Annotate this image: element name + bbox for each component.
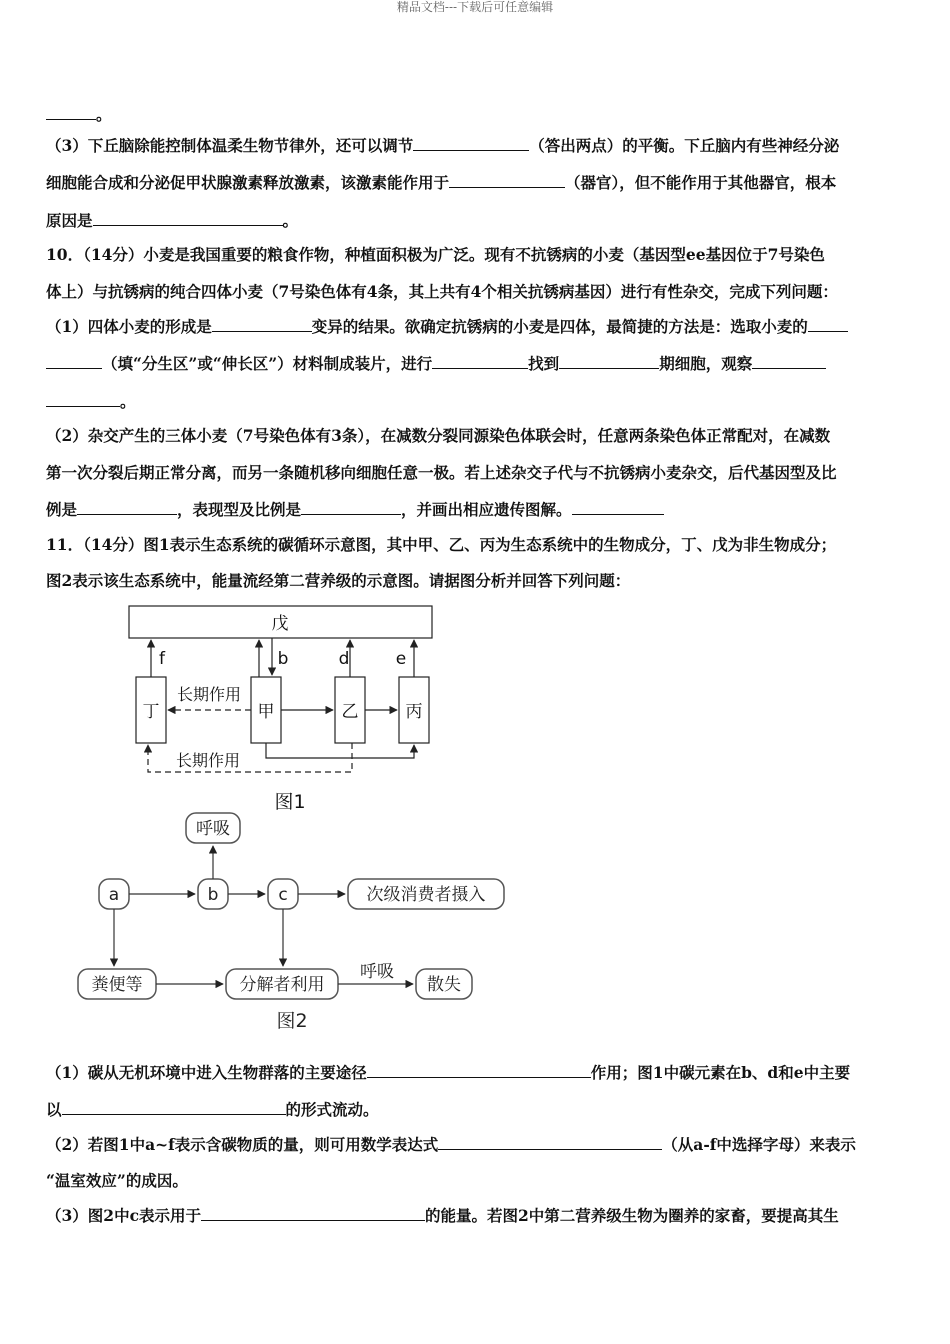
- text-line: （1）四体小麦的形成是 变异的结果。欲确定抗锈病的小麦是四体，最简捷的方法是：选取小麦的: [46, 316, 906, 338]
- text-line: 。: [46, 391, 906, 413]
- label-long-term-2: 长期作用: [175, 751, 241, 770]
- text-line: 以 的形式流动。: [46, 1100, 379, 1119]
- label-ding: 丁: [142, 702, 160, 722]
- text-line: 。: [46, 104, 906, 126]
- label-decomposer-use: 分解者利用: [239, 975, 325, 995]
- label-jia: 甲: [257, 702, 275, 722]
- label-bing: 丙: [405, 702, 423, 722]
- label-a: a: [108, 885, 120, 905]
- label-huxi-2: 呼吸: [360, 962, 394, 982]
- text-line: 细胞能合成和分泌促甲状腺激素释放激素，该激素能作用于 （器官），但不能作用于其他器官，根本: [46, 173, 837, 192]
- text-line: 体上）与抗锈病的纯合四体小麦（7号染色体有4条，其上共有4个相关抗锈病基因）进行有性杂交，完成下列问题：: [46, 282, 838, 301]
- label-b-node: b: [207, 885, 219, 905]
- label-huxi-1: 呼吸: [196, 819, 230, 839]
- text-line: 例是 ，表现型及比例是 ，并画出相应遗传图解。: [46, 499, 906, 521]
- question-11-stem: 11．（14分）图1表示生态系统的碳循环示意图，其中甲、乙、丙为生态系统中的生物成分，丁、戊为非生物成分；: [46, 535, 837, 554]
- label-yi: 乙: [341, 702, 359, 722]
- label-d: d: [338, 649, 350, 669]
- label-secondary-consumer-intake: 次级消费者摄入: [366, 885, 486, 905]
- figure-1-caption: 图1: [274, 791, 306, 813]
- answer-blank[interactable]: [201, 1205, 425, 1221]
- answer-blank[interactable]: [438, 1134, 662, 1150]
- text-line: （3）图2中c表示用于 的能量。若图2中第二营养级生物为圈养的家畜，要提高其生: [46, 1206, 839, 1225]
- text-line: （填“分生区”或“伸长区”）材料制成装片，进行 找到 期细胞，观察: [46, 353, 906, 375]
- label-e: e: [395, 649, 407, 669]
- text-line: （2）若图1中a~f表示含碳物质的量，则可用数学表达式 （从a-f中选择字母）来表示: [46, 1135, 856, 1154]
- text-line: 第一次分裂后期正常分离，而另一条随机移向细胞任意一极。若上述杂交子代与不抗锈病小麦杂交，后代基因型及比: [46, 463, 837, 482]
- text-line: （2）杂交产生的三体小麦（7号染色体有3条），在减数分裂同源染色体联会时，任意两条染色体正常配对，在减数: [46, 426, 831, 445]
- label-f: f: [159, 649, 165, 669]
- answer-blank[interactable]: [367, 1062, 591, 1078]
- page-header: 精品文档---下载后可任意编辑: [396, 0, 554, 14]
- label-wu: 戊: [271, 614, 289, 634]
- label-c: c: [278, 885, 288, 905]
- answer-blank[interactable]: [62, 1099, 286, 1115]
- text-line: 图2表示该生态系统中，能量流经第二营养级的示意图。请据图分析并回答下列问题：: [46, 571, 631, 590]
- figure-2-caption: 图2: [276, 1010, 308, 1032]
- text-line: （3）下丘脑除能控制体温柔生物节律外，还可以调节 （答出两点）的平衡。下丘脑内有些神经分泌: [46, 136, 840, 155]
- text-line: 原因是 。: [46, 211, 299, 230]
- question-10-stem: 10．（14分）小麦是我国重要的粮食作物，种植面积极为广泛。现有不抗锈病的小麦（基因型ee基因位于7号染色: [46, 245, 825, 264]
- label-b: b: [277, 649, 289, 669]
- text-line: （1）碳从无机环境中进入生物群落的主要途径 作用；图1中碳元素在b、d和e中主要: [46, 1063, 851, 1082]
- label-dissipation: 散失: [427, 975, 461, 995]
- text-line: “温室效应”的成因。: [46, 1171, 188, 1190]
- label-long-term-1: 长期作用: [176, 685, 242, 704]
- label-feces: 粪便等: [91, 975, 143, 995]
